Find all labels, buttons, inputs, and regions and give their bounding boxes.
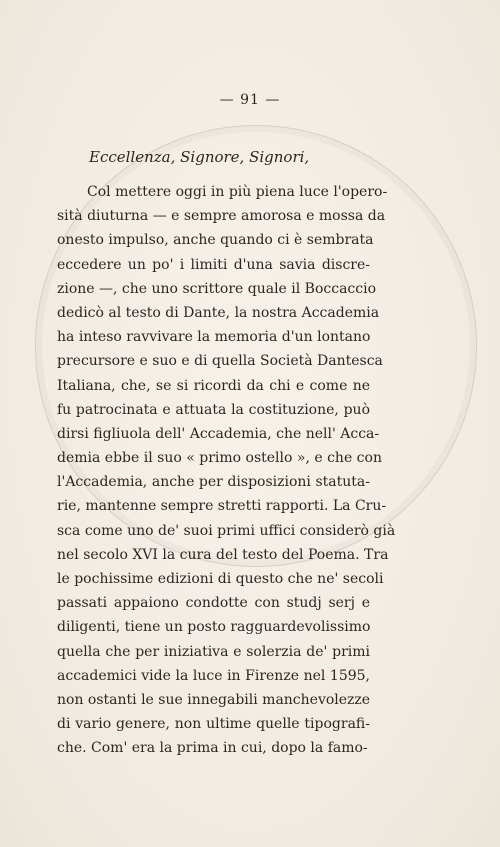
text-line: Italiana, che, se si ricordi da chi e come ne — [57, 377, 370, 394]
text-line: Col mettere oggi in più piena luce l'opero- — [87, 184, 388, 200]
text-line: eccedere un po' i limiti d'una savia discre- — [57, 256, 370, 273]
text-line: zione —, che uno scrittore quale il Boccaccio — [57, 280, 377, 297]
body-paragraph — [57, 180, 396, 761]
text-line: che. Com' era la prima in cui, dopo la famo- — [57, 740, 368, 757]
text-line: le pochissime edizioni di questo che ne' secoli — [57, 571, 384, 587]
text-line: dedicò al testo di Dante, la nostra Accademia — [57, 304, 380, 321]
text-line: sità diuturna — e sempre amorosa e mossa da — [57, 208, 386, 225]
text-line: precursore e suo e di quella Società Dantesca — [57, 353, 383, 370]
text-line: di vario genere, non ultime quelle tipografi- — [57, 716, 370, 733]
salutation: Eccellenza, Signore, Signori, — [89, 148, 310, 166]
text-line: diligenti, tiene un posto ragguardevolissimo — [57, 619, 371, 636]
text-line: ha inteso ravvivare la memoria d'un lontano — [57, 329, 371, 346]
text-line: sca come uno de' suoi primi uffici considerò già — [57, 522, 396, 539]
text-line: onesto impulso, anche quando ci è sembrata — [57, 232, 374, 249]
text-line: accademici vide la luce in Firenze nel 1595, — [57, 667, 370, 684]
text-line: quella che per iniziativa e solerzia de' primi — [57, 643, 370, 660]
text-line: passati appaiono condotte con studj serj e — [57, 595, 370, 612]
text-line: fu patrocinata e attuata la costituzione, può — [57, 401, 370, 418]
text-line: dirsi figliuola dell' Accademia, che nell' Acca- — [57, 425, 380, 442]
text-line: non ostanti le sue innegabili manchevolezze — [57, 691, 371, 708]
text-line: rie, mantenne sempre stretti rapporti. La Cru- — [57, 498, 387, 515]
text-line: l'Accademia, anche per disposizioni statuta- — [57, 474, 370, 491]
text-line: nel secolo XVI la cura del testo del Poema. Tra — [57, 546, 389, 563]
text-line: demia ebbe il suo « primo ostello », e che con — [57, 450, 382, 467]
page-number: — 91 — — [219, 92, 281, 108]
